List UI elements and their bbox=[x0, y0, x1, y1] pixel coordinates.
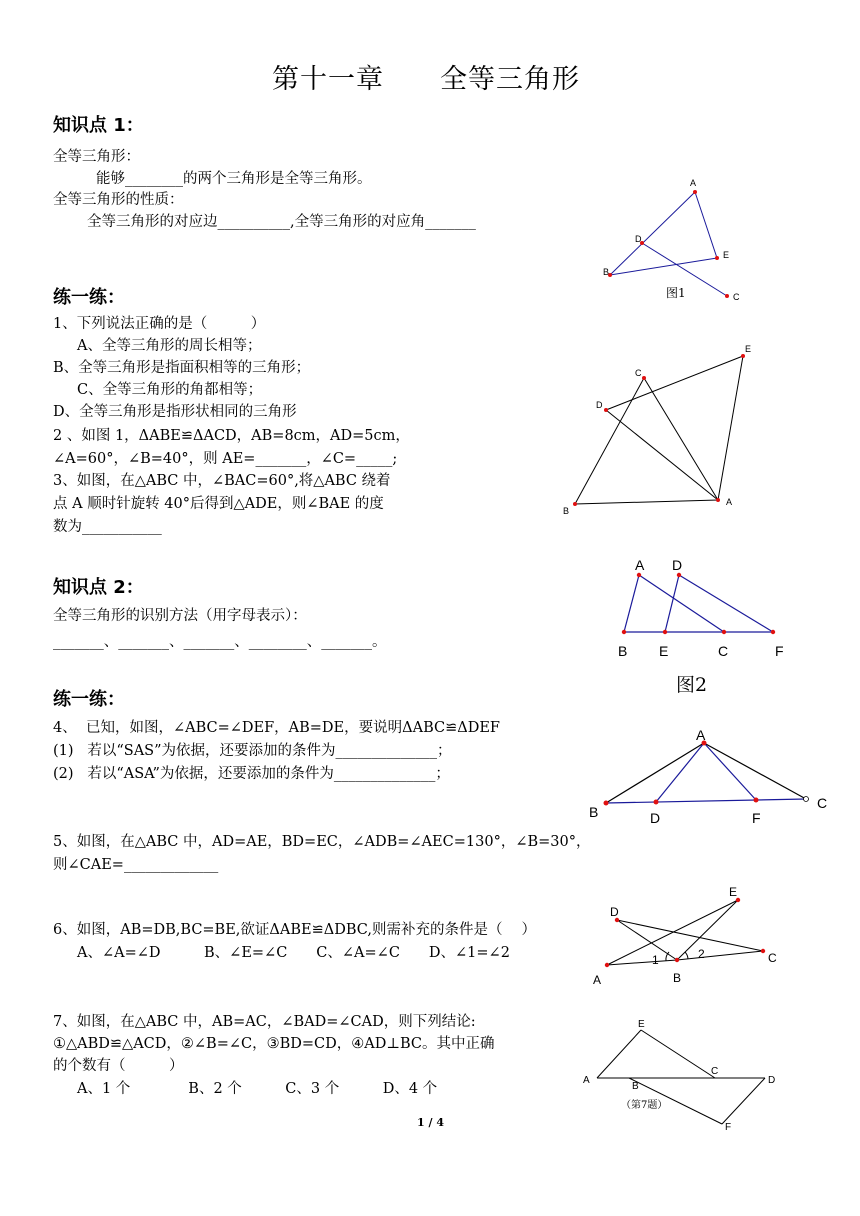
fig5-point-c bbox=[804, 797, 809, 802]
kp2-line: 全等三角形的识别方法（用字母表示）： bbox=[53, 608, 307, 624]
fig1-caption: 图1 bbox=[666, 286, 686, 300]
section-heading-kp2: 知识点 2： bbox=[53, 577, 144, 598]
q7-line: 的个数有（ ） bbox=[53, 1058, 184, 1074]
fig2-label-f: F bbox=[775, 643, 784, 659]
fig6-label-b: B bbox=[673, 971, 682, 985]
fig5-segment-ac bbox=[704, 743, 806, 799]
fig6-label-angle-1: 1 bbox=[652, 953, 659, 967]
fig7-caption: （第7题） bbox=[621, 1100, 668, 1111]
fig3-segment-de bbox=[606, 356, 743, 410]
q5-line: 则∠CAE=_____________ bbox=[53, 857, 219, 873]
fig3-label-d: D bbox=[596, 400, 603, 410]
kp1-line: 全等三角形的对应边__________,全等三角形的对应角_______ bbox=[87, 214, 476, 230]
fig2-point-d bbox=[677, 573, 681, 577]
fig2-point-b bbox=[622, 630, 626, 634]
fig5-segment-ab bbox=[606, 743, 704, 803]
fig6-point-b bbox=[675, 958, 679, 962]
fig5-point-b bbox=[604, 801, 609, 806]
figure-2 bbox=[618, 557, 784, 696]
fig6-point-c bbox=[761, 949, 765, 953]
fig5-segment-bc bbox=[606, 799, 806, 803]
fig1-label-e: E bbox=[723, 250, 730, 260]
q1-stem: 1、下列说法正确的是（ ） bbox=[53, 316, 266, 332]
fig2-label-a: A bbox=[635, 557, 645, 573]
fig5-point-f bbox=[754, 798, 759, 803]
fig1-label-a: A bbox=[690, 178, 697, 188]
fig1-label-b: B bbox=[603, 267, 610, 277]
fig7-segment-df bbox=[722, 1078, 765, 1124]
figure-1 bbox=[603, 178, 740, 302]
fig2-label-e: E bbox=[659, 643, 669, 659]
fig6-segment-ab bbox=[607, 960, 677, 965]
fig3-label-b: B bbox=[563, 506, 570, 516]
fig7-label-e: E bbox=[638, 1019, 645, 1030]
fig5-label-b: B bbox=[589, 804, 599, 820]
fig5-label-a: A bbox=[696, 727, 706, 743]
fig3-point-e bbox=[741, 354, 745, 358]
q4-part2: (2) 若以“ASA”为依据，还要添加的条件为______________； bbox=[53, 766, 450, 782]
kp1-line: 能够________的两个三角形是全等三角形。 bbox=[96, 171, 372, 187]
fig5-segment-af bbox=[704, 743, 756, 800]
q1-option-d: D、全等三角形是指形状相同的三角形 bbox=[53, 404, 297, 420]
fig5-label-f: F bbox=[752, 810, 761, 826]
fig6-label-c: C bbox=[768, 951, 777, 965]
q1-option-a: A、全等三角形的周长相等； bbox=[77, 338, 262, 354]
fig2-segment-ac bbox=[639, 575, 724, 632]
fig1-point-c bbox=[725, 294, 729, 298]
fig2-caption: 图2 bbox=[676, 674, 708, 696]
fig7-label-c: C bbox=[711, 1066, 719, 1077]
fig1-segment-ab bbox=[610, 192, 695, 275]
fig6-label-angle-2: 2 bbox=[698, 947, 705, 961]
fig7-label-f: F bbox=[725, 1122, 732, 1133]
fig1-point-e bbox=[715, 256, 719, 260]
page-title: 第十一章 全等三角形 bbox=[272, 64, 580, 95]
fig2-segment-df bbox=[679, 575, 773, 632]
kp2-line: _______、_______、_______、________、_______。 bbox=[53, 634, 387, 650]
fig3-point-d bbox=[604, 408, 608, 412]
figure-q6 bbox=[593, 885, 777, 987]
fig1-label-d: D bbox=[635, 234, 642, 244]
fig1-segment-ae bbox=[695, 192, 717, 258]
q2-line: 2 、如图 1，ΔABE≌ΔACD，AB=8cm，AD=5cm， bbox=[53, 428, 410, 444]
fig5-label-d: D bbox=[650, 810, 661, 826]
fig7-label-a: A bbox=[583, 1075, 590, 1086]
figure-q5 bbox=[589, 727, 827, 826]
q7-line: ①△ABD≌△ACD，②∠B=∠C，③BD=CD，④AD⊥BC。其中正确 bbox=[53, 1036, 495, 1052]
fig6-segment-be bbox=[677, 900, 738, 960]
fig2-point-e bbox=[663, 630, 667, 634]
fig6-label-d: D bbox=[610, 905, 619, 919]
fig5-point-d bbox=[654, 800, 659, 805]
q1-option-b: B、全等三角形是指面积相等的三角形； bbox=[53, 360, 311, 376]
fig2-point-a bbox=[637, 573, 641, 577]
fig2-point-f bbox=[771, 630, 775, 634]
q4-stem: 4、 已知，如图，∠ABC=∠DEF，AB=DE，要说明ΔABC≌ΔDEF bbox=[53, 720, 500, 736]
q3-line: 3、如图，在△ABC 中，∠BAC=60°,将△ABC 绕着 bbox=[53, 473, 391, 489]
q2-line: ∠A=60°，∠B=40°，则 AE=_______，∠C=_____; bbox=[53, 451, 398, 467]
fig6-point-a bbox=[605, 963, 609, 967]
q3-line: 数为___________ bbox=[53, 519, 162, 535]
fig2-segment-ed bbox=[665, 575, 679, 632]
fig2-label-b: B bbox=[618, 643, 628, 659]
q3-line: 点 A 顺时针旋转 40°后得到△ADE，则∠BAE 的度 bbox=[53, 496, 384, 512]
fig7-segment-ec bbox=[641, 1030, 715, 1078]
fig2-label-d: D bbox=[672, 557, 683, 573]
fig7-label-b: B bbox=[632, 1081, 639, 1092]
fig3-segment-ba bbox=[575, 500, 718, 504]
fig7-label-d: D bbox=[768, 1075, 776, 1086]
figure-q7 bbox=[583, 1019, 775, 1133]
q7-options: A、1 个 B、2 个 C、3 个 D、4 个 bbox=[77, 1081, 438, 1097]
fig6-label-e: E bbox=[729, 885, 738, 899]
fig1-label-c: C bbox=[733, 292, 740, 302]
section-heading-practice1: 练一练： bbox=[53, 287, 125, 308]
fig3-point-b bbox=[573, 502, 577, 506]
fig5-segment-ad bbox=[656, 743, 704, 802]
q4-part1: (1) 若以“SAS”为依据，还要添加的条件为______________； bbox=[53, 743, 452, 759]
q6-stem: 6、如图，AB=DB,BC=BE,欲证ΔABE≌ΔDBC,则需补充的条件是（ ） bbox=[53, 922, 537, 938]
fig3-point-c bbox=[642, 376, 646, 380]
section-heading-kp1: 知识点 1： bbox=[53, 115, 144, 136]
fig2-label-c: C bbox=[718, 643, 729, 659]
fig3-label-c: C bbox=[635, 368, 642, 378]
fig3-segment-da bbox=[606, 410, 718, 500]
fig3-label-e: E bbox=[745, 344, 752, 354]
fig6-segment-dc bbox=[617, 920, 763, 951]
fig3-label-a: A bbox=[726, 497, 733, 507]
page-number: 1 / 4 bbox=[417, 1116, 444, 1129]
fig3-segment-ca bbox=[644, 378, 718, 500]
fig3-point-a bbox=[716, 498, 720, 502]
fig3-segment-ea bbox=[718, 356, 743, 500]
section-heading-practice2: 练一练： bbox=[53, 689, 125, 710]
q6-options: A、∠A=∠D B、∠E=∠C C、∠A=∠C D、∠1=∠2 bbox=[77, 945, 510, 961]
kp1-line: 全等三角形的性质： bbox=[53, 192, 184, 208]
fig6-angle-2-arc bbox=[685, 952, 688, 959]
fig5-label-c: C bbox=[817, 795, 828, 811]
fig3-segment-cb bbox=[575, 378, 644, 504]
fig2-point-c bbox=[722, 630, 726, 634]
fig1-segment-be bbox=[610, 258, 717, 275]
q1-option-c: C、全等三角形的角都相等； bbox=[77, 382, 263, 398]
fig6-label-a: A bbox=[593, 973, 602, 987]
fig1-point-a bbox=[693, 190, 697, 194]
kp1-line: 全等三角形： bbox=[53, 149, 140, 165]
fig6-segment-bc bbox=[677, 951, 763, 960]
q7-line: 7、如图，在△ABC 中，AB=AC，∠BAD=∠CAD，则下列结论: bbox=[53, 1014, 476, 1030]
fig2-segment-ba bbox=[624, 575, 639, 632]
q5-line: 5、如图，在△ABC 中，AD=AE，BD=EC，∠ADB=∠AEC=130°，∠B=30°， bbox=[53, 834, 591, 850]
fig7-segment-ae bbox=[597, 1030, 641, 1078]
figure-3 bbox=[563, 344, 751, 516]
